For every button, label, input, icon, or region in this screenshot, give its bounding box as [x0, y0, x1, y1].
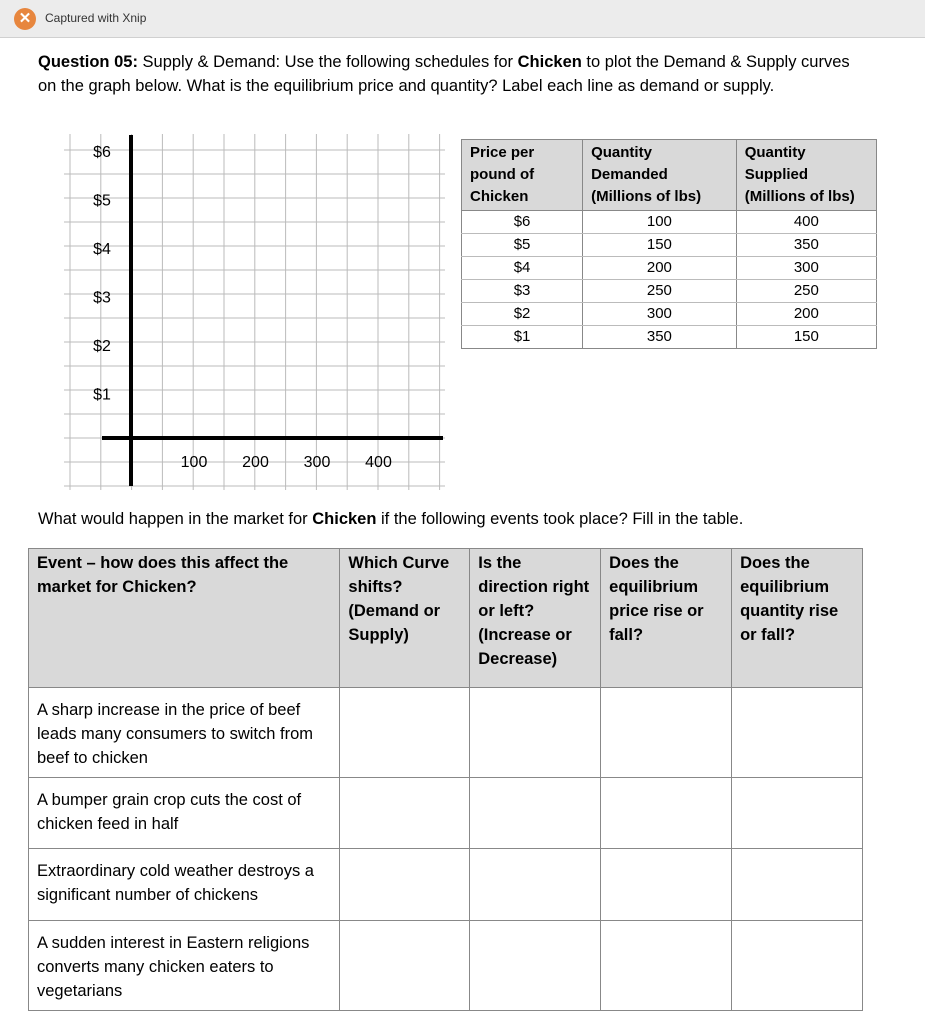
event-row	[29, 849, 863, 921]
schedule-cell: $1	[462, 326, 583, 349]
schedule-cell: 250	[583, 280, 737, 303]
xnip-bar	[0, 0, 925, 38]
y-tick-label: $6	[93, 144, 111, 161]
caption: Captured with Xnip	[45, 11, 147, 25]
event-row	[29, 778, 863, 849]
schedule-cell: $4	[462, 257, 583, 280]
answer-cell[interactable]	[732, 849, 863, 921]
answer-cell[interactable]	[732, 778, 863, 849]
q-text-1: Supply & Demand: Use the following schedules for	[137, 53, 518, 71]
schedule-cell: 350	[736, 234, 876, 257]
schedule-cell: 300	[736, 257, 876, 280]
schedule-cell: 300	[583, 303, 737, 326]
y-tick-label: $3	[93, 289, 111, 307]
schedule-cell: 350	[583, 326, 737, 349]
schedule-cell: 200	[583, 257, 737, 280]
schedule-row	[462, 280, 877, 303]
schedule-cell: 150	[583, 234, 737, 257]
answer-cell[interactable]	[340, 778, 470, 849]
q2-text-2: if the following events took place? Fill in the table.	[376, 510, 744, 528]
schedule-header: Quantity Supplied (Millions of lbs)	[736, 140, 876, 211]
x-tick-label: 300	[303, 454, 331, 471]
question-text	[38, 50, 858, 98]
y-tick-label: $4	[93, 241, 111, 258]
events-header: Does the equilibrium price rise or fall?	[601, 549, 732, 688]
schedule-row	[462, 257, 877, 280]
y-tick-label: $2	[93, 338, 111, 355]
y-tick-label: $1	[93, 386, 111, 404]
answer-cell[interactable]	[601, 921, 732, 1011]
schedule-cell: $2	[462, 303, 583, 326]
events-header: Is the direction right or left? (Increase or Decrease)	[470, 549, 601, 688]
answer-cell[interactable]	[601, 778, 732, 849]
answer-cell[interactable]	[601, 849, 732, 921]
event-description: A bumper grain crop cuts the cost of chicken feed in half	[29, 778, 340, 849]
answer-cell[interactable]	[470, 849, 601, 921]
event-row	[29, 921, 863, 1011]
schedule-cell: 250	[736, 280, 876, 303]
schedule-header: Price per pound of Chicken	[462, 140, 583, 211]
blank-graph	[60, 130, 450, 492]
schedule-cell: 150	[736, 326, 876, 349]
schedule-cell: $6	[462, 211, 583, 234]
events-table	[28, 548, 863, 1011]
q-bold: Chicken	[517, 53, 582, 71]
schedule-row	[462, 234, 877, 257]
events-header: Event – how does this affect the market for Chicken?	[29, 549, 340, 688]
event-row	[29, 688, 863, 778]
y-tick-label: $5	[93, 192, 111, 210]
answer-cell[interactable]	[732, 688, 863, 778]
schedule-table	[461, 139, 877, 349]
schedule-cell: $5	[462, 234, 583, 257]
event-description: A sharp increase in the price of beef leads many consumers to switch from beef to chicken	[29, 688, 340, 778]
question2-text	[38, 510, 743, 529]
x-tick-label: 200	[242, 454, 269, 471]
xnip-logo-icon: ✕	[14, 8, 36, 30]
answer-cell[interactable]	[470, 921, 601, 1011]
q-text-2: to plot the Demand & Supply curves on the graph below. What is the equilibrium price and quantity? Label each line as demand or supply.	[38, 53, 850, 95]
events-header: Does the equilibrium quantity rise or fall?	[732, 549, 863, 688]
schedule-row	[462, 211, 877, 234]
answer-cell[interactable]	[470, 778, 601, 849]
x-tick-label: 400	[365, 454, 392, 471]
event-description: A sudden interest in Eastern religions converts many chicken eaters to vegetarians	[29, 921, 340, 1011]
schedule-row	[462, 303, 877, 326]
answer-cell[interactable]	[340, 688, 470, 778]
schedule-cell: 200	[736, 303, 876, 326]
answer-cell[interactable]	[732, 921, 863, 1011]
events-header: Which Curve shifts? (Demand or Supply)	[340, 549, 470, 688]
q2-bold: Chicken	[312, 510, 377, 528]
answer-cell[interactable]	[470, 688, 601, 778]
x-tick-label: 100	[180, 454, 208, 471]
event-description: Extraordinary cold weather destroys a significant number of chickens	[29, 849, 340, 921]
answer-cell[interactable]	[340, 921, 470, 1011]
schedule-header: Quantity Demanded (Millions of lbs)	[583, 140, 737, 211]
schedule-cell: 400	[736, 211, 876, 234]
schedule-cell: $3	[462, 280, 583, 303]
answer-cell[interactable]	[601, 688, 732, 778]
schedule-row	[462, 326, 877, 349]
q2-text-1: What would happen in the market for	[38, 510, 313, 528]
answer-cell[interactable]	[340, 849, 470, 921]
question-label: Question 05:	[38, 53, 138, 71]
schedule-cell: 100	[583, 211, 737, 234]
